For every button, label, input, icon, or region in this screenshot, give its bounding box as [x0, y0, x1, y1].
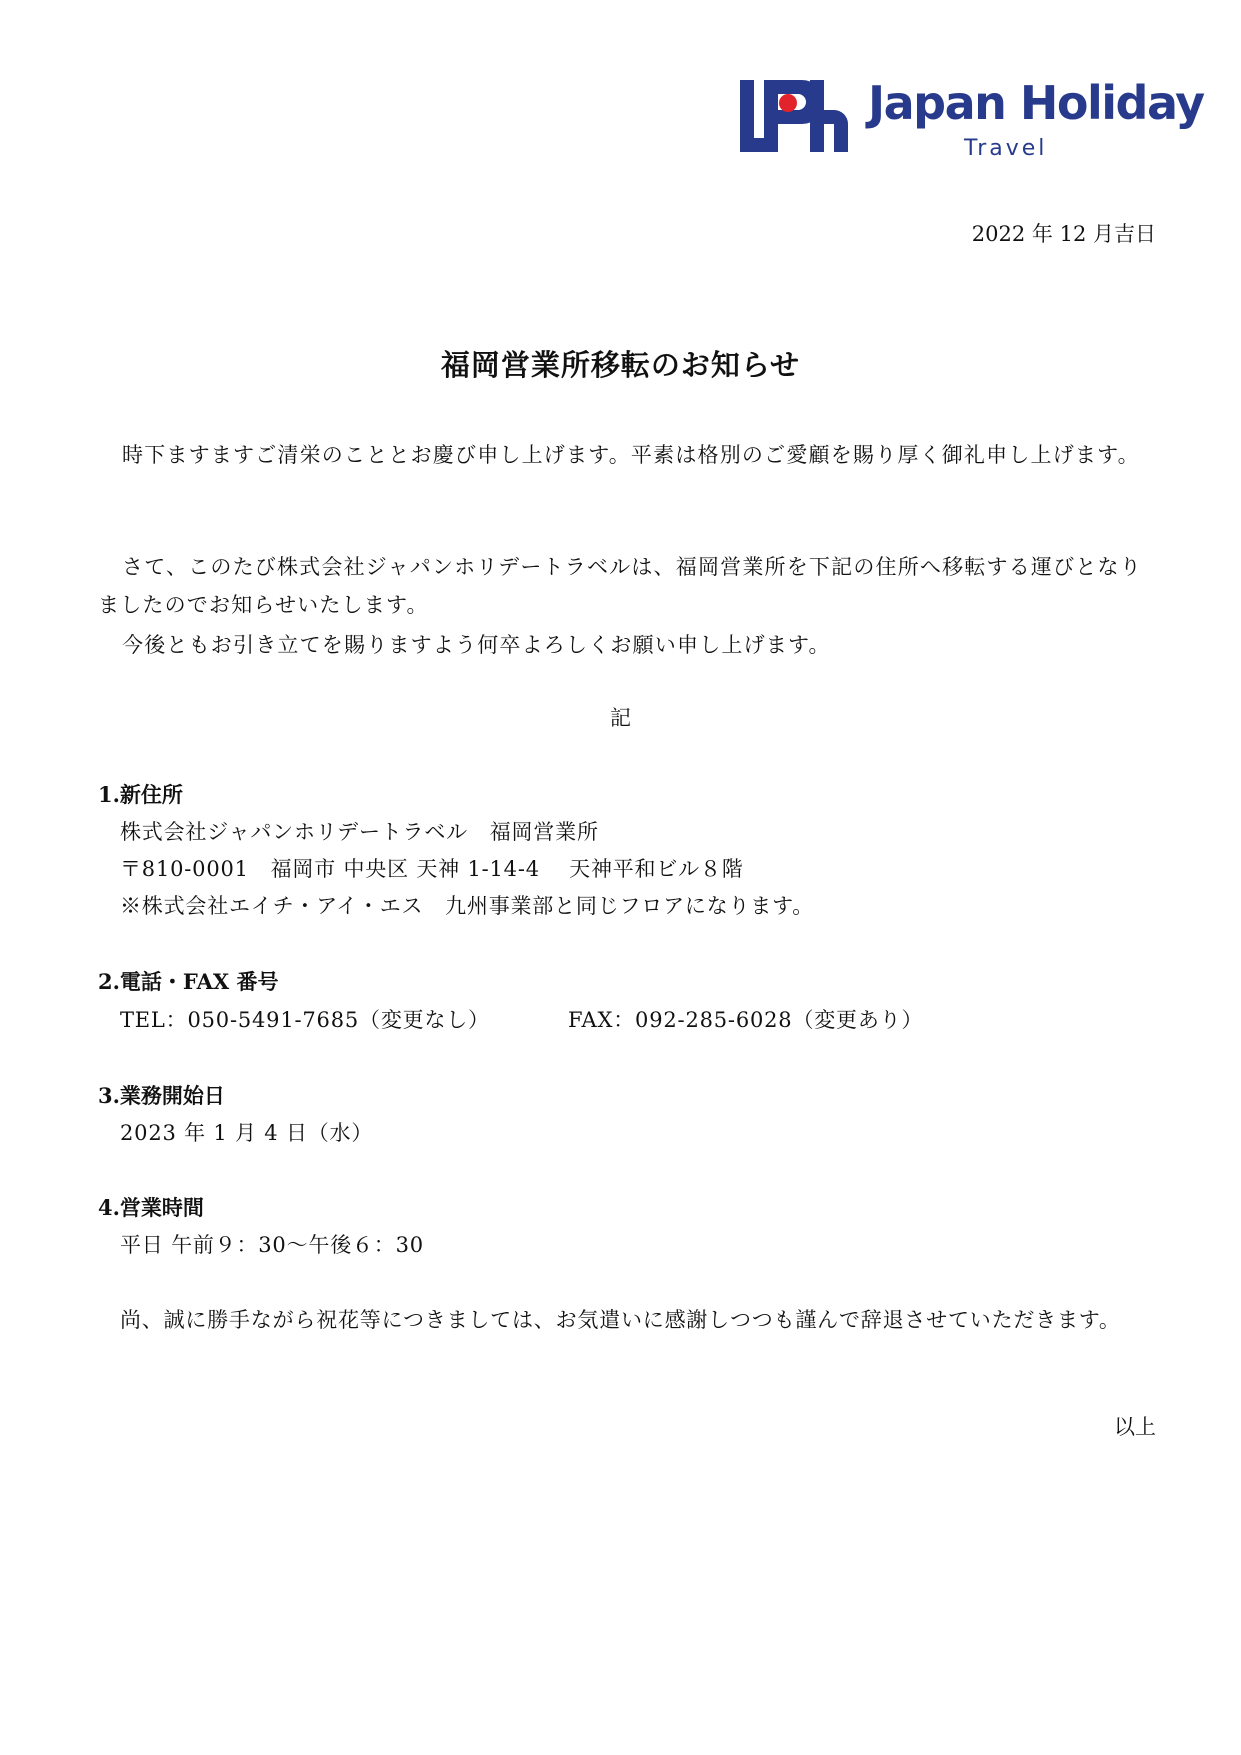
ijo-end-marker: 以上: [1114, 1415, 1156, 1439]
address-note: ※株式会社エイチ・アイ・エス 九州事業部と同じフロアになります。: [120, 894, 815, 918]
section-heading-address: 1.新住所: [98, 782, 183, 807]
section-heading-phone: 2.電話・FAX 番号: [98, 969, 279, 994]
jph-logo-mark: [740, 80, 848, 152]
letter-date: 2022 年 12 月吉日: [971, 222, 1156, 246]
section-heading-start-date: 3.業務開始日: [98, 1083, 225, 1108]
announcement-paragraph: さて、このたび株式会社ジャパンホリデートラベルは、福岡営業所を下記の住所へ移転する運びとなりましたのでお知らせいたします。: [98, 555, 1142, 617]
request-paragraph: 今後ともお引き立てを賜りますよう何卒よろしくお願い申し上げます。: [122, 633, 831, 657]
greeting-paragraph: 時下ますますご清栄のこととお慶び申し上げます。平素は格別のご愛顧を賜り厚く御礼申し上げます。: [122, 443, 1140, 467]
logo-subtitle: Travel: [964, 136, 1048, 161]
letter-title: 福岡営業所移転のお知らせ: [440, 348, 801, 382]
address-line: 〒810-0001 福岡市 中央区 天神 1-14-4 天神平和ビル８階: [120, 857, 744, 881]
address-company: 株式会社ジャパンホリデートラベル 福岡営業所: [120, 820, 599, 844]
business-hours-value: 平日 午前９：30～午後６：30: [120, 1233, 424, 1257]
company-logo: [740, 76, 1204, 168]
start-date-value: 2023 年 1 月 4 日（水）: [120, 1121, 374, 1145]
red-dot-icon: [779, 94, 797, 112]
ki-marker: 記: [610, 706, 631, 730]
closing-paragraph: 尚、誠に勝手ながら祝花等につきましては、お気遣いに感謝しつつも謹んで辞退させていただきます。: [120, 1308, 1121, 1332]
tel-number: TEL：050-5491-7685（変更なし）: [120, 1008, 490, 1032]
logo-company-name: Japan Holiday: [868, 76, 1204, 130]
section-heading-hours: 4.営業時間: [98, 1195, 204, 1220]
fax-number: FAX：092-285-6028（変更あり）: [568, 1008, 924, 1032]
